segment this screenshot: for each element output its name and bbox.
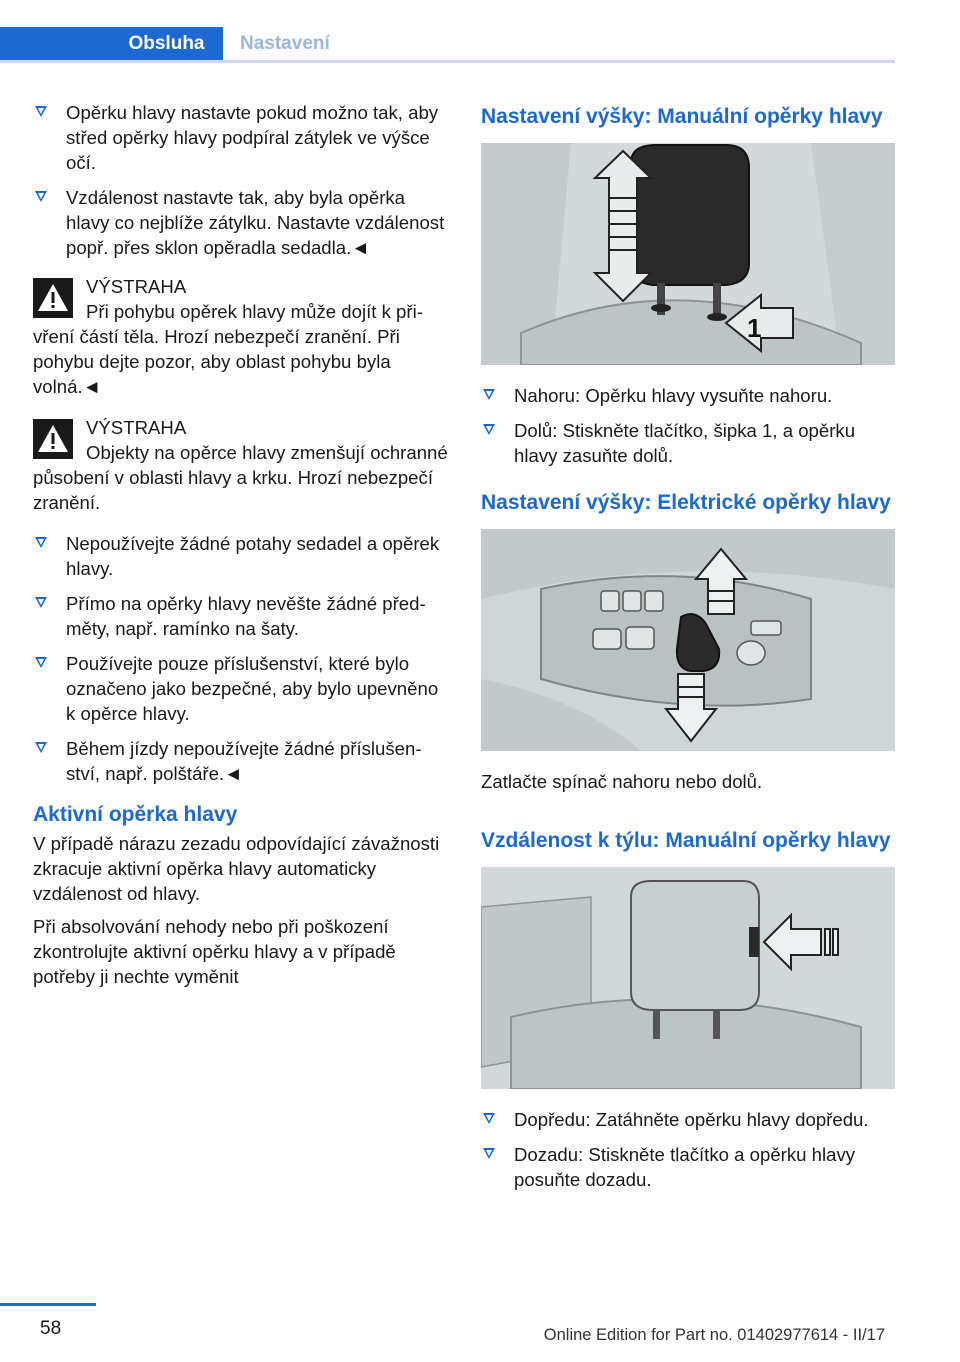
- section-heading: Nastavení výšky: Manuální opěrky hlavy: [481, 105, 883, 128]
- edition-note: Online Edition for Part no. 01402977614 - II/17: [543, 1326, 885, 1344]
- list-item: Vzdálenost nastavte tak, aby byla opěrka hlavy co nejblíže zátylku. Nastavte vzdálenost popř. přes sklon opěradla sedadla.◄: [33, 185, 448, 260]
- list-item: Dopředu: Zatáhněte opěrku hlavy dopředu.: [481, 1107, 896, 1132]
- figure-callout-label: 1: [747, 313, 762, 343]
- warning-title: VÝSTRAHA: [86, 417, 187, 438]
- list-item: Dozadu: Stiskněte tlačítko a opěrku hlavy posuňte dozadu.: [481, 1142, 896, 1192]
- right-column: [481, 100, 896, 1202]
- bullet-triangle-icon: [483, 389, 495, 400]
- bullet-triangle-icon: [35, 742, 47, 753]
- warning-title: VÝSTRAHA: [86, 276, 187, 297]
- left-column: [33, 100, 448, 997]
- paragraph: Zatlačte spínač nahoru nebo dolů.: [481, 771, 763, 792]
- bullet-triangle-icon: [483, 424, 495, 435]
- warning-icon: [33, 419, 73, 459]
- tab-nastaveni[interactable]: Nastavení: [240, 33, 330, 54]
- list-item: Opěrku hlavy nastavte pokud možno tak, aby střed opěrky hlavy podpíral zátylek ve výšce očí.: [33, 100, 448, 175]
- list-item: Přímo na opěrky hlavy nevěšte žádné předměty, např. ramínko na šaty.: [33, 591, 448, 641]
- headrest-height-electric-figure: [481, 529, 895, 751]
- section-heading: Vzdálenost k týlu: Manuální opěrky hlavy: [481, 829, 891, 852]
- section-heading: Aktivní opěrka hlavy: [33, 803, 238, 826]
- list-item: Nahoru: Opěrku hlavy vysuňte nahoru.: [481, 383, 896, 408]
- headrest-height-manual-figure: [481, 143, 895, 365]
- warning-text: Objekty na opěrce hlavy zmenšují ochranné působení v oblasti hlavy a krku. Hrozí nebezpečí zranění.: [33, 442, 448, 513]
- paragraph: Při absolvování nehody nebo při poškození zkontrolujte aktivní opěrku hlavy a v případě potřeby ji nechte vyměnit: [33, 916, 396, 987]
- bullet-triangle-icon: [35, 191, 47, 202]
- list-item: Nepoužívejte žádné potahy sedadel a opěrek hlavy.: [33, 531, 448, 581]
- page-number: 58: [40, 1318, 62, 1339]
- bullet-triangle-icon: [483, 1113, 495, 1124]
- warning-block: [33, 415, 448, 515]
- bullet-triangle-icon: [483, 1148, 495, 1159]
- bullet-triangle-icon: [35, 657, 47, 668]
- paragraph: V případě nárazu zezadu odpovídající závažnosti zkracuje aktivní opěrka hlavy automaticky vzdálenost od hlavy.: [33, 833, 440, 904]
- warning-block: [33, 274, 448, 399]
- list-item: Dolů: Stiskněte tlačítko, šipka 1, a opěrku hlavy zasuňte dolů.: [481, 418, 896, 468]
- tab-obsluha[interactable]: Obsluha: [0, 27, 223, 61]
- list-item: Během jízdy nepoužívejte žádné příslušenství, např. polštáře.◄: [33, 736, 448, 786]
- headrest-distance-manual-figure: [481, 867, 895, 1089]
- bullet-triangle-icon: [35, 597, 47, 608]
- page-header: [0, 0, 960, 64]
- bullet-triangle-icon: [35, 106, 47, 117]
- header-divider: [0, 60, 895, 63]
- warning-icon: [33, 278, 73, 318]
- section-heading: Nastavení výšky: Elektrické opěrky hlavy: [481, 491, 891, 514]
- bullet-triangle-icon: [35, 537, 47, 548]
- list-item: Používejte pouze příslušenství, které bylo označeno jako bezpečné, aby bylo upevněno k opěrce hlavy.: [33, 651, 448, 726]
- footer-divider: [0, 1303, 96, 1306]
- warning-text: Při pohybu opěrek hlavy může dojít k přivření částí těla. Hrozí nebezpečí zranění. Při pohybu dejte pozor, aby oblast pohybu byla volná.◄: [33, 301, 423, 397]
